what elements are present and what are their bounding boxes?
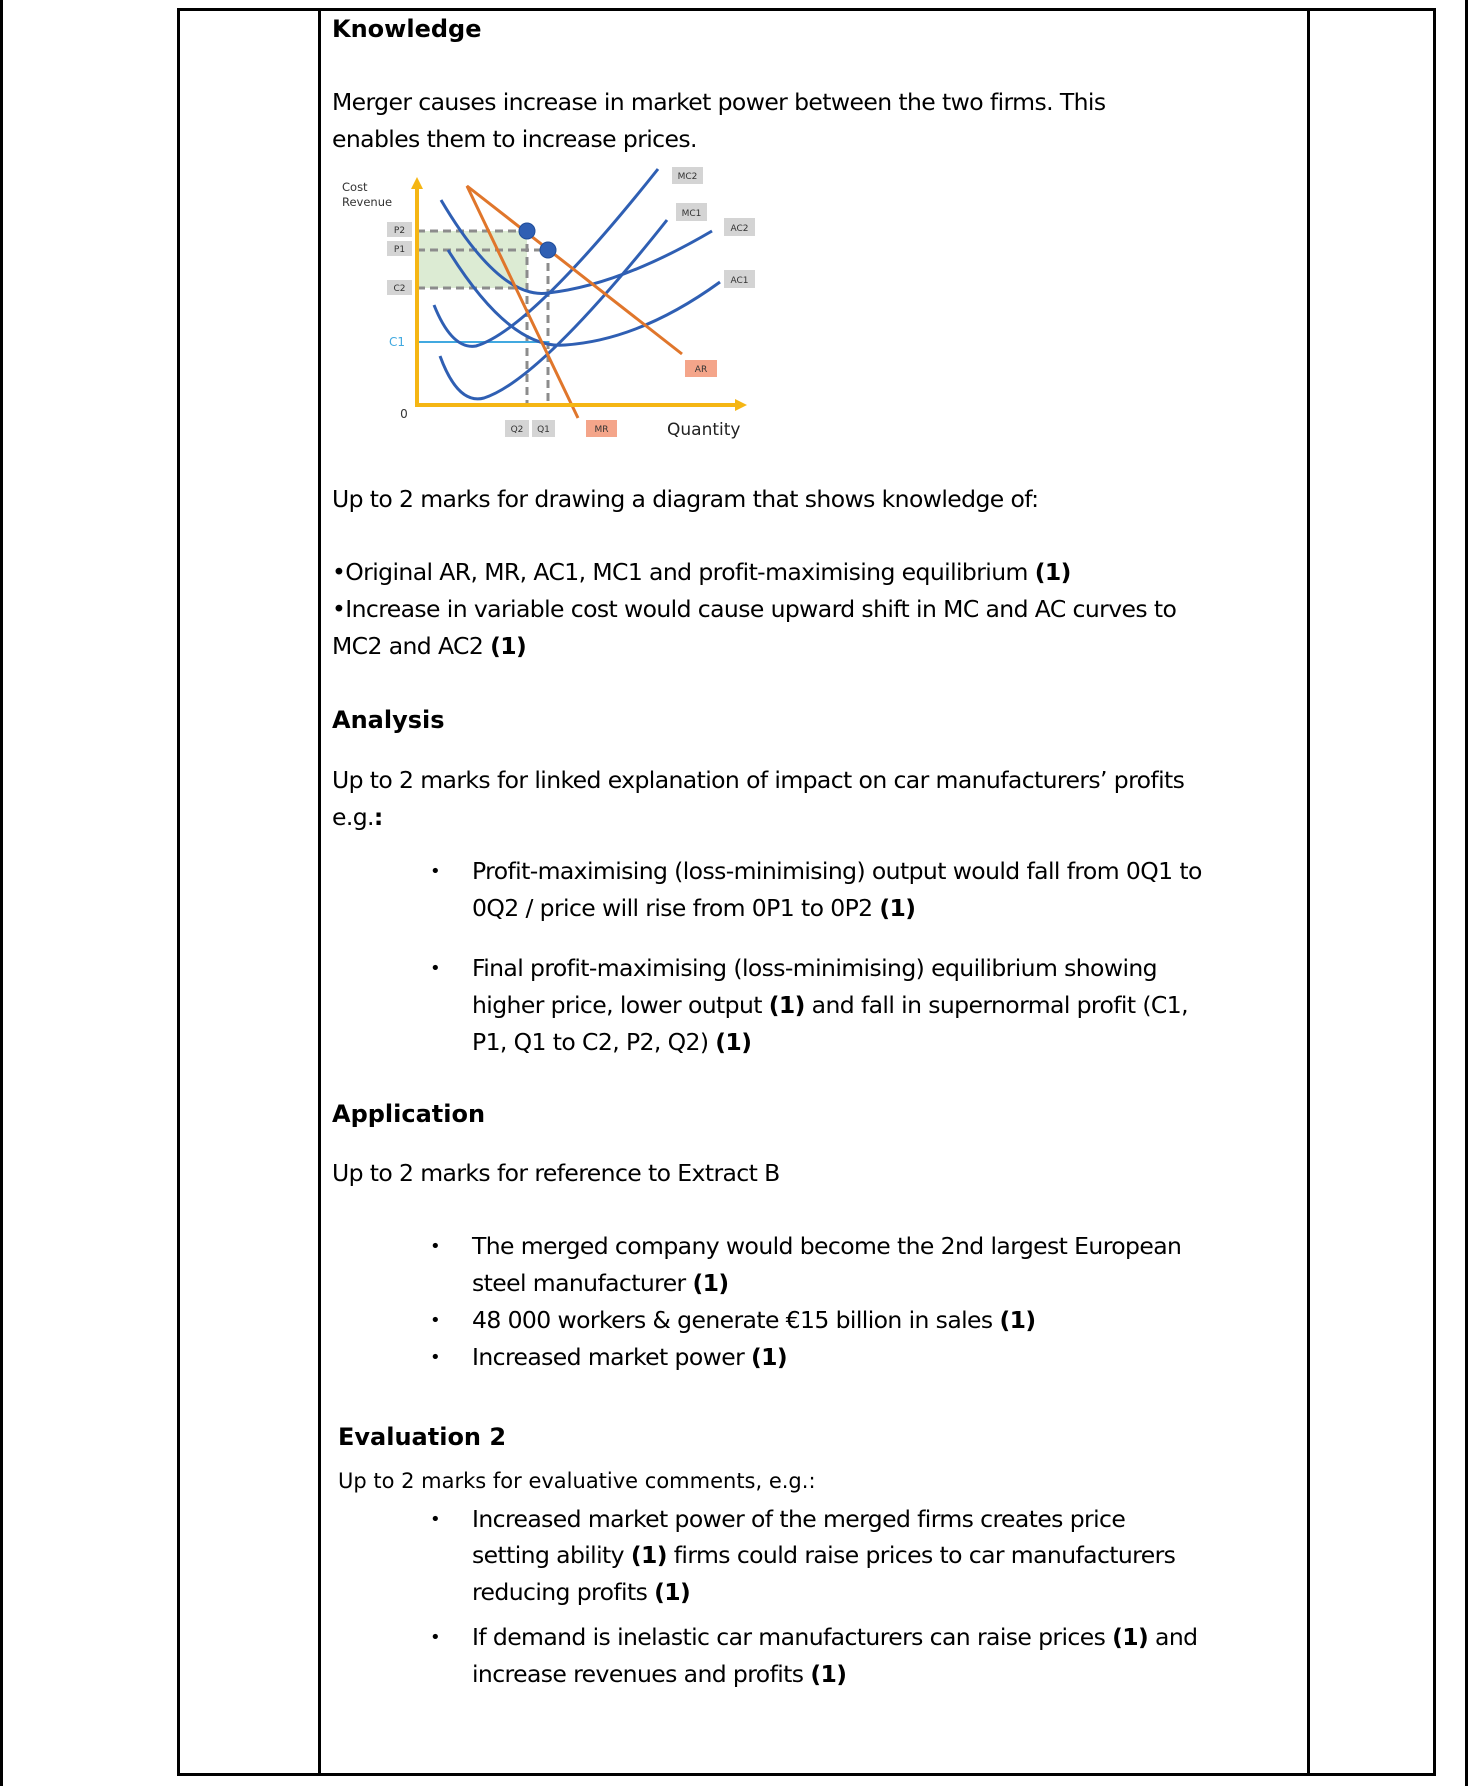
ar-mr-curves <box>467 186 682 418</box>
analysis-marks-intro: Up to 2 marks for linked explanation of impact on car manufacturers’ profits <box>332 766 1185 794</box>
knowledge-criterion-2: •Increase in variable cost would cause upward shift in MC and AC curves to <box>332 595 1177 623</box>
bullet-icon: • <box>430 861 441 882</box>
p2-label: P2 <box>393 226 406 236</box>
c2-label: C2 <box>393 284 406 294</box>
knowledge-marks-intro: Up to 2 marks for drawing a diagram that shows knowledge of: <box>332 485 1039 513</box>
knowledge-intro-line2: enables them to increase prices. <box>332 125 697 153</box>
analysis-heading: Analysis <box>332 706 445 734</box>
evaluation-marks-intro: Up to 2 marks for evaluative comments, e.g.: <box>338 1469 816 1493</box>
application-marks-intro: Up to 2 marks for reference to Extract B <box>332 1159 780 1187</box>
ac1-label: AC1 <box>730 276 749 286</box>
knowledge-criterion-2-cont: MC2 and AC2 (1) <box>332 632 527 660</box>
knowledge-criterion-1: •Original AR, MR, AC1, MC1 and profit-maximising equilibrium (1) <box>332 558 1071 586</box>
mc1-label: MC1 <box>681 209 702 219</box>
application-heading: Application <box>332 1100 486 1128</box>
y-axis-label-cost: Cost <box>342 180 368 194</box>
bullet-icon: • <box>430 1310 441 1331</box>
bullet-icon: • <box>430 1627 441 1648</box>
bullet-icon: • <box>430 1236 441 1257</box>
q2-label: Q2 <box>510 425 524 435</box>
bullet-icon: • <box>430 958 441 979</box>
p1-label: P1 <box>393 245 406 255</box>
origin-label: 0 <box>400 407 408 421</box>
analysis-marks-intro-eg: e.g.: <box>332 803 383 831</box>
knowledge-heading: Knowledge <box>332 15 482 43</box>
q1-label: Q1 <box>537 425 550 435</box>
knowledge-intro-line1: Merger causes increase in market power between the two firms. This <box>332 88 1106 116</box>
x-axis-label: Quantity <box>667 420 741 440</box>
ac2-label: AC2 <box>730 224 749 234</box>
ar-label: AR <box>694 365 708 375</box>
mc2-label: MC2 <box>677 172 698 182</box>
c1-label: C1 <box>388 335 406 349</box>
bullet-icon: • <box>430 1509 441 1530</box>
evaluation-heading: Evaluation 2 <box>338 1423 507 1451</box>
mr-label: MR <box>594 425 609 435</box>
y-axis-label-revenue: Revenue <box>342 195 393 209</box>
monopoly-cost-revenue-diagram <box>0 0 1468 460</box>
bullet-icon: • <box>430 1347 441 1368</box>
